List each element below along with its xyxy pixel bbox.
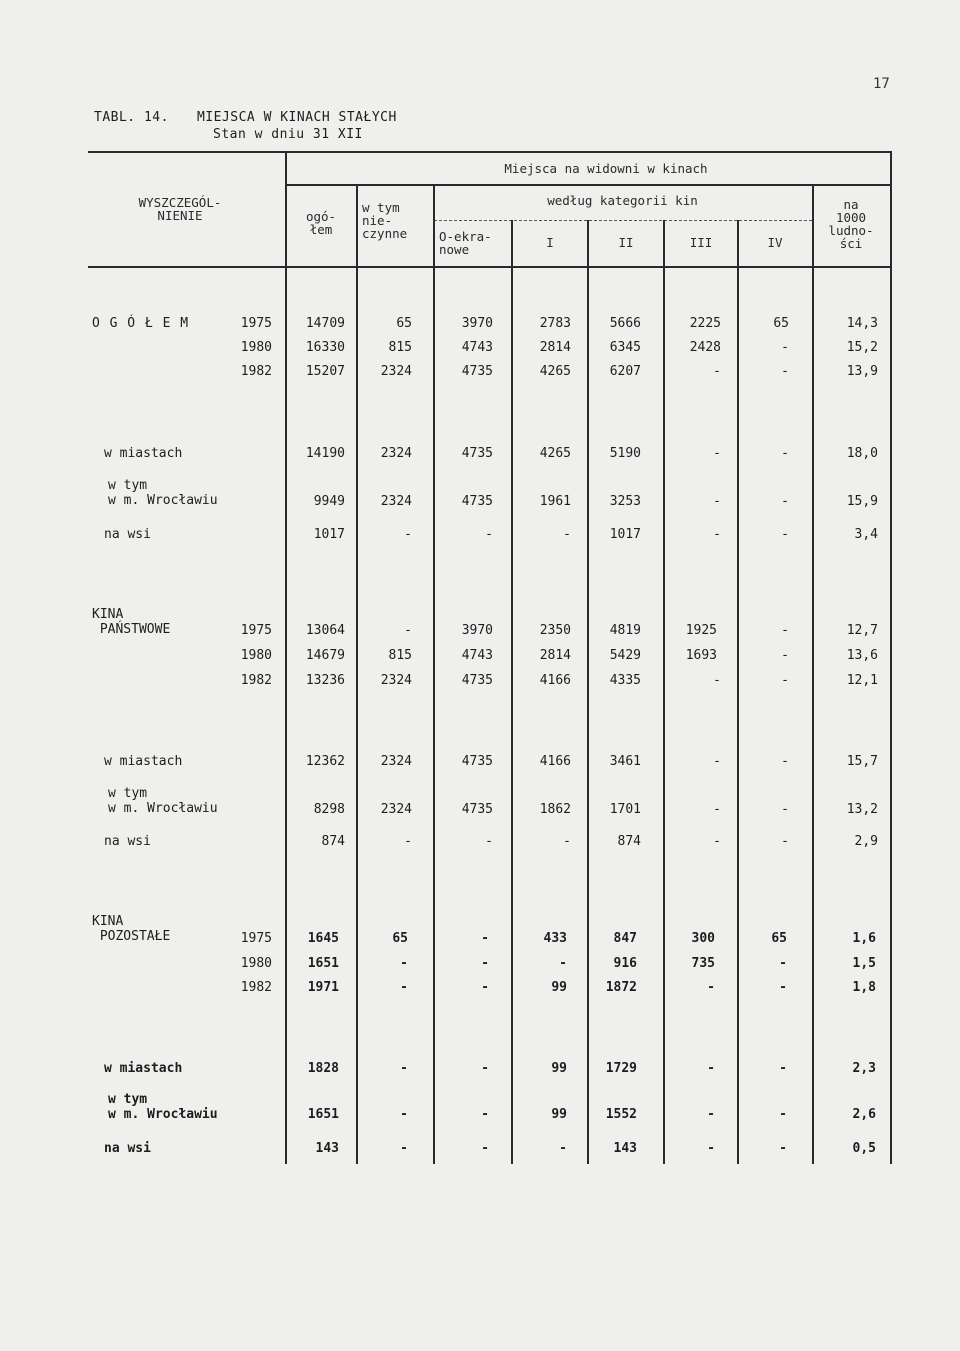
row-year: 1982 xyxy=(240,673,272,688)
value-per-1000: 0,5 xyxy=(852,1141,876,1156)
value-per-1000: 13,2 xyxy=(846,802,878,817)
value-cat-1: - xyxy=(563,834,571,849)
value-nieczynne: - xyxy=(400,1107,408,1122)
header-line: w tym xyxy=(362,200,400,215)
value-cat-4: - xyxy=(781,754,789,769)
value-cat-3: 735 xyxy=(691,956,715,971)
value-cat-2: 1017 xyxy=(609,527,641,542)
row-year: 1982 xyxy=(240,364,272,379)
value-nieczynne: 2324 xyxy=(380,754,412,769)
value-ogolem: 12362 xyxy=(305,754,345,769)
value-cat-2: 6207 xyxy=(609,364,641,379)
header-line: WYSZCZEGÓL- xyxy=(138,195,222,210)
value-cat-3: - xyxy=(707,1107,715,1122)
value-ogolem: 1645 xyxy=(307,931,339,946)
value-cat-4: - xyxy=(781,802,789,817)
header-line: czynne xyxy=(362,226,408,241)
value-cat-1: 4265 xyxy=(539,364,571,379)
header-line: NIENIE xyxy=(157,208,203,223)
value-per-1000: 13,9 xyxy=(846,364,878,379)
value-cat-3: 300 xyxy=(691,931,715,946)
value-nieczynne: 65 xyxy=(396,316,412,331)
value-per-1000: 15,2 xyxy=(846,340,878,355)
value-nieczynne: - xyxy=(400,980,408,995)
value-per-1000: 3,4 xyxy=(854,527,878,542)
row-label: w miastach xyxy=(104,1061,183,1076)
header-line: na xyxy=(843,197,859,212)
value-cat-2: 5190 xyxy=(609,446,641,461)
table-subtitle: Stan w dniu 31 XII xyxy=(213,127,363,142)
row-label: w tym w m. Wrocławiu xyxy=(108,786,218,816)
value-cat-4: - xyxy=(779,956,787,971)
row-year: 1980 xyxy=(240,956,272,971)
value-cat-2: 1872 xyxy=(605,980,637,995)
header-cat-2: II xyxy=(618,235,634,250)
value-ogolem: 14190 xyxy=(305,446,345,461)
value-oekranowe: 4735 xyxy=(461,446,493,461)
value-ogolem: 1971 xyxy=(307,980,339,995)
table-title-main: MIEJSCA W KINACH STAŁYCH xyxy=(196,110,397,125)
header-oekranowe xyxy=(439,230,511,256)
value-cat-4: - xyxy=(781,623,789,638)
header-line: O-ekra- xyxy=(439,229,492,244)
value-cat-4: - xyxy=(779,1107,787,1122)
value-ogolem: 14679 xyxy=(305,648,345,663)
value-per-1000: 12,7 xyxy=(846,623,878,638)
value-cat-1: 433 xyxy=(543,931,567,946)
value-cat-1: - xyxy=(559,956,567,971)
value-oekranowe: 4743 xyxy=(461,648,493,663)
value-cat-4: - xyxy=(781,648,789,663)
value-per-1000: 15,7 xyxy=(846,754,878,769)
value-ogolem: 9949 xyxy=(313,494,345,509)
value-oekranowe: - xyxy=(485,834,493,849)
value-cat-3: 2428 xyxy=(689,340,721,355)
row-label: na wsi xyxy=(104,834,151,849)
value-oekranowe: 3970 xyxy=(461,623,493,638)
value-cat-3: - xyxy=(713,527,721,542)
value-per-1000: 15,9 xyxy=(846,494,878,509)
header-line: nie- xyxy=(362,213,393,228)
value-cat-4: - xyxy=(779,1141,787,1156)
row-year: 1982 xyxy=(240,980,272,995)
value-nieczynne: - xyxy=(400,1061,408,1076)
value-ogolem: 16330 xyxy=(305,340,345,355)
value-cat-1: 2814 xyxy=(539,648,571,663)
value-cat-4: - xyxy=(779,1061,787,1076)
value-per-1000: 14,3 xyxy=(846,316,878,331)
value-cat-2: 874 xyxy=(617,834,641,849)
header-cat-1: I xyxy=(546,235,554,250)
value-ogolem: 15207 xyxy=(305,364,345,379)
value-cat-2: 3461 xyxy=(609,754,641,769)
value-cat-3: 2225 xyxy=(689,316,721,331)
value-cat-3: - xyxy=(707,1141,715,1156)
value-oekranowe: - xyxy=(481,931,489,946)
value-cat-2: 4335 xyxy=(609,673,641,688)
value-cat-3: - xyxy=(713,673,721,688)
value-cat-1: 4265 xyxy=(539,446,571,461)
header-line: ludno- xyxy=(828,223,874,238)
header-cat-4: IV xyxy=(767,235,783,250)
value-oekranowe: - xyxy=(485,527,493,542)
value-ogolem: 13064 xyxy=(305,623,345,638)
page-number: 17 xyxy=(873,76,890,92)
header-line: 1000 xyxy=(835,210,867,225)
value-nieczynne: 2324 xyxy=(380,673,412,688)
header-line: łem xyxy=(309,222,333,237)
value-cat-3: 1693 xyxy=(685,648,717,663)
row-year: 1980 xyxy=(240,648,272,663)
value-ogolem: 143 xyxy=(315,1141,339,1156)
value-nieczynne: 2324 xyxy=(380,802,412,817)
value-nieczynne: - xyxy=(404,623,412,638)
value-cat-1: 1961 xyxy=(539,494,571,509)
value-nieczynne: 65 xyxy=(392,931,408,946)
value-cat-1: 99 xyxy=(551,1061,567,1076)
value-cat-3: - xyxy=(713,494,721,509)
value-cat-3: - xyxy=(713,364,721,379)
value-cat-4: - xyxy=(781,446,789,461)
value-cat-1: 2814 xyxy=(539,340,571,355)
header-group-miejsca: Miejsca na widowni w kinach xyxy=(504,161,708,176)
value-nieczynne: 2324 xyxy=(380,494,412,509)
value-cat-4: - xyxy=(781,673,789,688)
value-cat-4: - xyxy=(781,527,789,542)
value-cat-2: 1729 xyxy=(605,1061,637,1076)
value-ogolem: 1017 xyxy=(313,527,345,542)
value-cat-1: 4166 xyxy=(539,673,571,688)
value-cat-1: 2783 xyxy=(539,316,571,331)
value-cat-3: - xyxy=(707,1061,715,1076)
value-cat-1: - xyxy=(559,1141,567,1156)
value-per-1000: 1,8 xyxy=(852,980,876,995)
value-cat-4: - xyxy=(781,834,789,849)
value-cat-4: - xyxy=(779,980,787,995)
value-nieczynne: 815 xyxy=(388,340,412,355)
value-cat-4: 65 xyxy=(771,931,787,946)
value-cat-3: - xyxy=(713,834,721,849)
value-per-1000: 12,1 xyxy=(846,673,878,688)
value-oekranowe: 4735 xyxy=(461,754,493,769)
row-year: 1975 xyxy=(240,316,272,331)
value-cat-2: 6345 xyxy=(609,340,641,355)
row-label: w miastach xyxy=(104,446,183,461)
value-cat-2: 916 xyxy=(613,956,637,971)
value-nieczynne: - xyxy=(400,956,408,971)
value-ogolem: 874 xyxy=(321,834,345,849)
value-oekranowe: 4743 xyxy=(461,340,493,355)
value-cat-4: - xyxy=(781,364,789,379)
value-oekranowe: - xyxy=(481,1107,489,1122)
row-label: na wsi xyxy=(104,527,151,542)
value-ogolem: 8298 xyxy=(313,802,345,817)
row-year: 1975 xyxy=(240,623,272,638)
value-per-1000: 13,6 xyxy=(846,648,878,663)
value-per-1000: 1,5 xyxy=(852,956,876,971)
value-cat-2: 143 xyxy=(613,1141,637,1156)
value-cat-1: 1862 xyxy=(539,802,571,817)
value-ogolem: 1651 xyxy=(307,956,339,971)
value-oekranowe: 4735 xyxy=(461,802,493,817)
value-cat-3: - xyxy=(713,802,721,817)
value-ogolem: 1828 xyxy=(307,1061,339,1076)
value-per-1000: 2,3 xyxy=(852,1061,876,1076)
value-cat-1: 4166 xyxy=(539,754,571,769)
value-cat-2: 5666 xyxy=(609,316,641,331)
table-number: TABL. 14. xyxy=(94,110,169,125)
value-oekranowe: 3970 xyxy=(461,316,493,331)
header-wyszczegolnienie xyxy=(100,196,260,222)
value-per-1000: 18,0 xyxy=(846,446,878,461)
value-oekranowe: 4735 xyxy=(461,494,493,509)
value-oekranowe: 4735 xyxy=(461,364,493,379)
row-label: w miastach xyxy=(104,754,183,769)
row-year: 1980 xyxy=(240,340,272,355)
table-title xyxy=(94,110,397,125)
row-label: KINA PAŃSTWOWE xyxy=(92,607,171,637)
value-oekranowe: - xyxy=(481,1141,489,1156)
value-nieczynne: - xyxy=(404,527,412,542)
value-oekranowe: - xyxy=(481,956,489,971)
value-cat-3: - xyxy=(713,754,721,769)
value-nieczynne: 2324 xyxy=(380,446,412,461)
row-label: na wsi xyxy=(104,1141,151,1156)
value-ogolem: 13236 xyxy=(305,673,345,688)
value-ogolem: 14709 xyxy=(305,316,345,331)
value-cat-3: - xyxy=(713,446,721,461)
row-label: O G Ó Ł E M xyxy=(92,316,190,331)
value-ogolem: 1651 xyxy=(307,1107,339,1122)
value-nieczynne: - xyxy=(400,1141,408,1156)
value-cat-2: 3253 xyxy=(609,494,641,509)
value-cat-3: 1925 xyxy=(685,623,717,638)
header-ogolem xyxy=(290,210,352,236)
row-year: 1975 xyxy=(240,931,272,946)
value-per-1000: 2,6 xyxy=(852,1107,876,1122)
header-line: nowe xyxy=(439,242,470,257)
value-nieczynne: 815 xyxy=(388,648,412,663)
value-cat-4: - xyxy=(781,494,789,509)
value-nieczynne: 2324 xyxy=(380,364,412,379)
value-nieczynne: - xyxy=(404,834,412,849)
value-oekranowe: - xyxy=(481,980,489,995)
value-cat-2: 1552 xyxy=(605,1107,637,1122)
header-line: ogó- xyxy=(305,209,337,224)
value-cat-2: 1701 xyxy=(609,802,641,817)
value-cat-1: 99 xyxy=(551,1107,567,1122)
value-oekranowe: - xyxy=(481,1061,489,1076)
value-cat-2: 4819 xyxy=(609,623,641,638)
header-by-category: według kategorii kin xyxy=(547,193,698,208)
value-cat-4: - xyxy=(781,340,789,355)
value-cat-1: 2350 xyxy=(539,623,571,638)
header-per-1000 xyxy=(815,198,887,250)
value-cat-1: 99 xyxy=(551,980,567,995)
row-label: w tym w m. Wrocławiu xyxy=(108,1092,218,1122)
value-per-1000: 1,6 xyxy=(852,931,876,946)
value-cat-1: - xyxy=(563,527,571,542)
row-label: KINA POZOSTAŁE xyxy=(92,914,171,944)
value-oekranowe: 4735 xyxy=(461,673,493,688)
header-cat-3: III xyxy=(689,235,713,250)
value-cat-4: 65 xyxy=(773,316,789,331)
value-per-1000: 2,9 xyxy=(854,834,878,849)
row-label: w tym w m. Wrocławiu xyxy=(108,478,218,508)
value-cat-3: - xyxy=(707,980,715,995)
value-cat-2: 5429 xyxy=(609,648,641,663)
header-nieczynne xyxy=(362,201,432,240)
value-cat-2: 847 xyxy=(613,931,637,946)
header-line: ści xyxy=(839,236,863,251)
